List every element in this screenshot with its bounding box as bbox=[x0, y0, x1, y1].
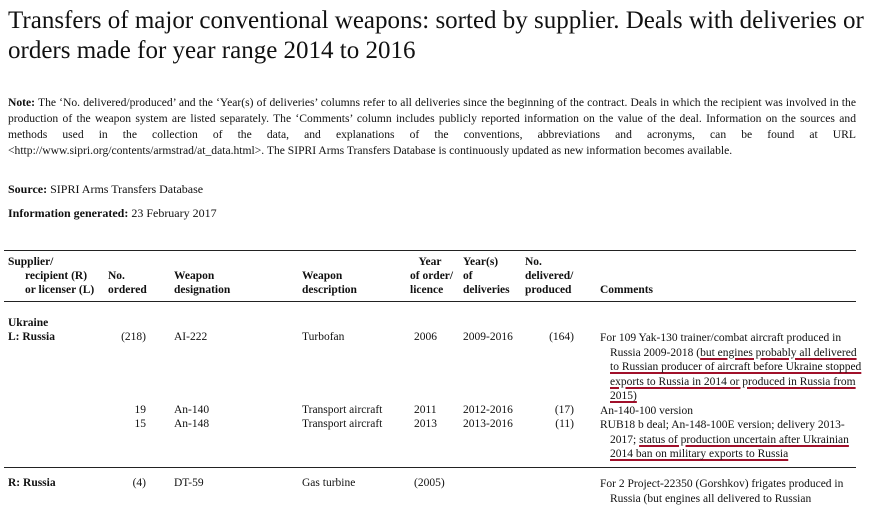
header-weapon-designation-1: Weapon bbox=[174, 270, 215, 282]
header-supplier-3: or licenser (L) bbox=[25, 284, 95, 296]
row-comment-highlight: status of production uncertain after Ukrainian 2014 ban on military exports to Russia bbox=[610, 433, 849, 461]
row-delivered: (11) bbox=[555, 418, 574, 430]
row-designation: AI-222 bbox=[174, 331, 208, 343]
row-year-order: 2011 bbox=[414, 404, 437, 416]
row-designation: DT-59 bbox=[174, 477, 204, 489]
row-year-order: 2006 bbox=[414, 331, 437, 343]
row-comment-text: RUB18 b deal; An-148-100E version; delivery 2013-2017; bbox=[600, 419, 845, 446]
generated-label: Information generated: bbox=[8, 206, 129, 220]
row-year-order: 2013 bbox=[414, 418, 437, 430]
row-comment bbox=[600, 404, 866, 419]
header-supplier-2: recipient (R) bbox=[25, 270, 88, 282]
row-ordered: 15 bbox=[134, 418, 146, 430]
row-years-delivery: 2009-2016 bbox=[463, 331, 513, 343]
row-designation: An-140 bbox=[174, 404, 210, 416]
header-weapon-description-2: description bbox=[302, 284, 357, 296]
header-weapon-designation-2: designation bbox=[174, 284, 231, 296]
header-no-delivered-1: No. bbox=[525, 256, 542, 268]
row-delivered: (164) bbox=[549, 331, 574, 343]
row-ordered: 19 bbox=[134, 404, 146, 416]
header-year-order-2: of order/ bbox=[410, 270, 454, 282]
header-no-ordered-2: ordered bbox=[108, 284, 147, 296]
generated-value: 23 February 2017 bbox=[131, 206, 217, 220]
header-supplier-1: Supplier/ bbox=[8, 256, 54, 268]
row-designation: An-148 bbox=[174, 418, 210, 430]
row-delivered: (17) bbox=[554, 404, 574, 416]
note-text: The ‘No. delivered/produced’ and the ‘Year(s) of deliveries’ columns refer to all deliveries since the beginning of the contract. Deals in which the recipient was involved in the production of the weapon system are listed separately. The ‘Comments’ column includes publicly reported information on the value of the deal. Information on the sources and methods used in the collection of the data, and explanations of the conventions, abbreviations and acronyms, can be found at URL <http://www.sipri.org/contents/armstrad/at_data.html>. The SIPRI Arms Transfers Database is continuously updated as new information becomes available. bbox=[8, 96, 856, 157]
note-label: Note: bbox=[8, 96, 36, 109]
row-ordered: (218) bbox=[121, 331, 146, 343]
row-comment bbox=[600, 477, 866, 506]
header-year-order-3: licence bbox=[410, 284, 444, 296]
source-value: SIPRI Arms Transfers Database bbox=[50, 182, 204, 196]
row-description: Transport aircraft bbox=[302, 404, 383, 416]
row-comment-text: For 2 Project-22350 (Gorshkov) frigates produced in Russia (but engines all delivered to Russian bbox=[600, 478, 844, 505]
row-comment-text: An-140-100 version bbox=[600, 405, 693, 417]
row-description: Transport aircraft bbox=[302, 418, 383, 430]
table-top-rule bbox=[4, 250, 856, 251]
row-year-order: (2005) bbox=[414, 477, 445, 489]
row-description: Turbofan bbox=[302, 331, 345, 343]
row-ordered: (4) bbox=[132, 477, 146, 489]
header-comments: Comments bbox=[600, 284, 654, 296]
generated-line bbox=[8, 205, 217, 221]
source-line bbox=[8, 181, 203, 197]
header-years-deliveries-2: of bbox=[463, 270, 473, 282]
header-years-deliveries-3: deliveries bbox=[463, 284, 510, 296]
header-weapon-description-1: Weapon bbox=[302, 270, 343, 282]
page-title: Transfers of major conventional weapons: sorted by supplier. Deals with deliveries or orders made for year range 2014 to 2016 bbox=[8, 7, 864, 64]
table-row-rule bbox=[4, 467, 856, 468]
header-no-delivered-3: produced bbox=[525, 284, 572, 296]
row-comment bbox=[600, 331, 866, 404]
row-recipient: R: Russia bbox=[8, 477, 56, 489]
table-header-rule bbox=[4, 301, 856, 302]
supplier-name: Ukraine bbox=[8, 317, 49, 329]
header-years-deliveries-1: Year(s) bbox=[463, 256, 499, 268]
row-comment bbox=[600, 418, 866, 462]
header-no-delivered-2: delivered/ bbox=[525, 270, 574, 282]
row-comment-text: For 109 Yak-130 trainer/combat aircraft produced in Russia 2009-2018 ( bbox=[600, 332, 842, 359]
header-no-ordered-1: No. bbox=[108, 270, 125, 282]
source-label: Source: bbox=[8, 182, 48, 196]
row-comment-highlight: but engines probably all delivered to Russian producer of aircraft before Ukraine stopped exports to Russia in 2014 or produced in Russia from 2015) bbox=[610, 346, 862, 403]
row-description: Gas turbine bbox=[302, 477, 356, 489]
row-years-delivery: 2013-2016 bbox=[463, 418, 513, 430]
header-year-order-1: Year bbox=[418, 256, 442, 268]
row-recipient: L: Russia bbox=[8, 331, 55, 343]
row-years-delivery: 2012-2016 bbox=[463, 404, 513, 416]
note-paragraph bbox=[8, 95, 856, 159]
